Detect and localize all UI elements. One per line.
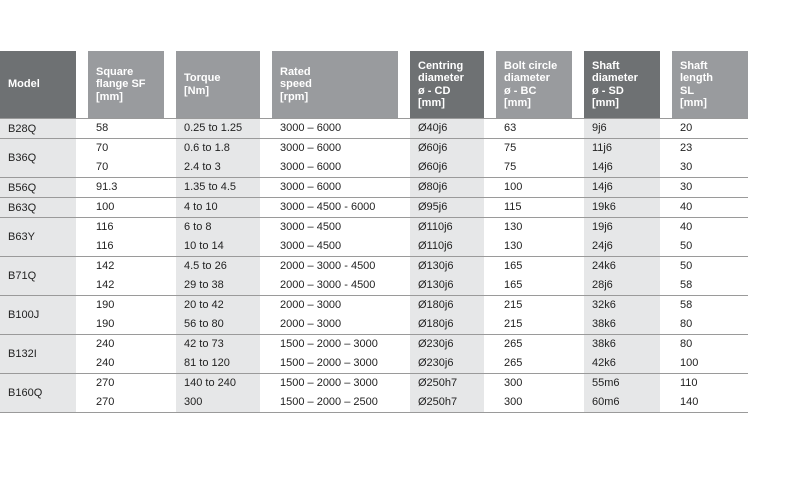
column-header-line: [mm]	[96, 90, 123, 103]
column-header-line: Torque	[184, 72, 221, 84]
model-cell: B63Y	[0, 218, 76, 256]
cell-speed: 2000 – 3000	[280, 299, 342, 311]
model-group	[0, 138, 748, 177]
cell-sd: 11j6	[584, 139, 660, 158]
cell-torque: 0.25 to 1.25	[176, 119, 260, 138]
cell-bc: 215	[504, 318, 523, 330]
cell-cd: Ø110j6	[410, 218, 484, 237]
cell-cd: Ø230j6	[410, 335, 484, 354]
column-header-line: diameter	[418, 72, 464, 84]
cell-sf: 70	[96, 142, 109, 154]
model-cell: B71Q	[0, 257, 76, 295]
table-row	[0, 139, 748, 158]
column-header-line: [mm]	[418, 97, 445, 109]
model-group	[0, 373, 748, 413]
cell-sl: 30	[680, 181, 693, 193]
column-header-line: Rated	[280, 65, 311, 78]
cell-speed: 2000 – 3000 - 4500	[280, 260, 376, 272]
model-group	[0, 217, 748, 256]
column-header-line: ø - CD	[418, 84, 451, 97]
cell-sl: 110	[680, 377, 698, 389]
cell-sl: 80	[680, 318, 693, 330]
cell-torque: 0.6 to 1.8	[176, 139, 260, 158]
cell-bc: 75	[504, 142, 517, 154]
cell-speed: 3000 – 4500	[280, 221, 342, 233]
model-group	[0, 118, 748, 138]
column-header-line: ø - SD	[592, 84, 624, 97]
cell-bc: 130	[504, 221, 523, 233]
table-row	[0, 257, 748, 276]
cell-sf: 270	[96, 396, 115, 408]
cell-torque: 81 to 120	[176, 354, 260, 373]
column-header-line: [rpm]	[280, 90, 309, 103]
column-header-line: flange SF	[96, 78, 146, 91]
model-cell: B160Q	[0, 374, 76, 412]
column-header-line: [mm]	[680, 97, 707, 109]
cell-sf: 190	[96, 299, 115, 311]
column-header-line: Square	[96, 65, 134, 78]
cell-sl: 50	[680, 260, 693, 272]
cell-sd: 9j6	[584, 119, 660, 138]
cell-sl: 58	[680, 279, 693, 291]
cell-sf: 116	[96, 240, 114, 252]
table-row	[0, 315, 748, 334]
cell-torque: 1.35 to 4.5	[176, 178, 260, 197]
cell-sd: 32k6	[584, 296, 660, 315]
model-group	[0, 197, 748, 217]
column-header-sf	[88, 51, 164, 118]
cell-bc: 63	[504, 122, 517, 134]
model-cell: B63Q	[0, 198, 76, 217]
cell-bc: 265	[504, 338, 523, 350]
column-header-line: [Nm]	[184, 84, 210, 97]
cell-bc: 75	[504, 161, 517, 173]
model-group	[0, 256, 748, 295]
column-header-line: speed	[280, 78, 312, 91]
cell-bc: 100	[504, 181, 523, 193]
table-row	[0, 393, 748, 412]
cell-speed: 3000 – 6000	[280, 181, 342, 193]
cell-sd: 19k6	[584, 198, 660, 217]
table-row	[0, 374, 748, 393]
column-header-cd	[410, 51, 484, 118]
cell-torque: 29 to 38	[176, 276, 260, 295]
cell-torque: 42 to 73	[176, 335, 260, 354]
cell-sf: 240	[96, 338, 115, 350]
cell-bc: 215	[504, 299, 523, 311]
cell-sd: 19j6	[584, 218, 660, 237]
cell-speed: 2000 – 3000	[280, 318, 342, 330]
cell-cd: Ø60j6	[410, 158, 484, 177]
cell-bc: 300	[504, 396, 523, 408]
model-group	[0, 334, 748, 373]
cell-sl: 40	[680, 221, 693, 233]
cell-sf: 142	[96, 260, 115, 272]
cell-speed: 1500 – 2000 – 2500	[280, 396, 378, 408]
cell-cd: Ø250h7	[410, 393, 484, 412]
cell-bc: 165	[504, 260, 523, 272]
cell-bc: 265	[504, 357, 523, 369]
cell-sf: 116	[96, 221, 114, 233]
model-cell: B100J	[0, 296, 76, 334]
cell-sf: 70	[96, 161, 109, 173]
column-header-line: diameter	[592, 72, 638, 84]
cell-bc: 115	[504, 201, 522, 213]
cell-sd: 24j6	[584, 237, 660, 256]
cell-sd: 14j6	[584, 158, 660, 177]
cell-sf: 100	[96, 201, 115, 213]
cell-sd: 14j6	[584, 178, 660, 197]
cell-bc: 130	[504, 240, 523, 252]
table-row	[0, 296, 748, 315]
cell-cd: Ø130j6	[410, 257, 484, 276]
cell-sf: 58	[96, 122, 109, 134]
table-row	[0, 335, 748, 354]
table-row	[0, 276, 748, 295]
cell-speed: 2000 – 3000 - 4500	[280, 279, 376, 291]
cell-sd: 38k6	[584, 315, 660, 334]
cell-speed: 3000 – 4500 - 6000	[280, 201, 376, 213]
model-cell: B56Q	[0, 178, 76, 197]
cell-sf: 190	[96, 318, 115, 330]
table-header-row	[0, 51, 748, 118]
column-header-line: [mm]	[592, 97, 619, 109]
cell-sd: 24k6	[584, 257, 660, 276]
column-header-line: SL	[680, 84, 695, 97]
cell-cd: Ø230j6	[410, 354, 484, 373]
model-group	[0, 177, 748, 197]
cell-sd: 42k6	[584, 354, 660, 373]
cell-bc: 165	[504, 279, 523, 291]
table-body	[0, 118, 748, 413]
model-group	[0, 295, 748, 334]
column-header-bc	[496, 51, 572, 118]
cell-torque: 6 to 8	[176, 218, 260, 237]
table-row	[0, 198, 748, 217]
cell-torque: 2.4 to 3	[176, 158, 260, 177]
cell-torque: 4.5 to 26	[176, 257, 260, 276]
cell-torque: 140 to 240	[176, 374, 260, 393]
cell-cd: Ø95j6	[410, 198, 484, 217]
cell-torque: 10 to 14	[176, 237, 260, 256]
cell-sl: 50	[680, 240, 693, 252]
cell-sd: 60m6	[584, 393, 660, 412]
cell-cd: Ø40j6	[410, 119, 484, 138]
cell-torque: 20 to 42	[176, 296, 260, 315]
column-header-line: ø - BC	[504, 84, 537, 97]
column-header-line: Shaft	[680, 59, 708, 72]
cell-sl: 80	[680, 338, 693, 350]
table-row	[0, 218, 748, 237]
cell-speed: 3000 – 6000	[280, 161, 342, 173]
column-header-line: diameter	[504, 72, 550, 84]
model-cell: B132I	[0, 335, 76, 373]
cell-sl: 23	[680, 142, 693, 154]
column-header-line: Shaft	[592, 59, 620, 72]
cell-speed: 1500 – 2000 – 3000	[280, 338, 378, 350]
cell-sl: 30	[680, 161, 693, 173]
column-header-line: length	[680, 72, 713, 84]
spec-table	[0, 51, 748, 413]
model-cell: B36Q	[0, 139, 76, 177]
cell-cd: Ø80j6	[410, 178, 484, 197]
cell-speed: 3000 – 4500	[280, 240, 342, 252]
table-row	[0, 178, 748, 197]
cell-cd: Ø60j6	[410, 139, 484, 158]
table-row	[0, 237, 748, 256]
cell-speed: 3000 – 6000	[280, 142, 342, 154]
cell-cd: Ø130j6	[410, 276, 484, 295]
cell-cd: Ø250h7	[410, 374, 484, 393]
cell-torque: 4 to 10	[176, 198, 260, 217]
column-header-line: Bolt circle	[504, 59, 558, 72]
cell-sf: 270	[96, 377, 115, 389]
cell-speed: 1500 – 2000 – 3000	[280, 377, 378, 389]
cell-sd: 28j6	[584, 276, 660, 295]
column-header-speed	[272, 51, 398, 118]
column-header-sl	[672, 51, 748, 118]
cell-sl: 140	[680, 396, 699, 408]
table-row	[0, 354, 748, 373]
cell-sl: 40	[680, 201, 693, 213]
cell-sf: 142	[96, 279, 115, 291]
column-header-line: Centring	[418, 59, 464, 72]
cell-cd: Ø110j6	[410, 237, 484, 256]
column-header-model	[0, 51, 76, 118]
column-header-line: Model	[8, 78, 40, 91]
cell-cd: Ø180j6	[410, 296, 484, 315]
cell-cd: Ø180j6	[410, 315, 484, 334]
cell-sf: 91.3	[96, 181, 118, 193]
cell-torque: 56 to 80	[176, 315, 260, 334]
cell-bc: 300	[504, 377, 523, 389]
cell-sd: 38k6	[584, 335, 660, 354]
cell-speed: 3000 – 6000	[280, 122, 342, 134]
cell-sl: 100	[680, 357, 699, 369]
cell-torque: 300	[176, 393, 260, 412]
cell-sl: 20	[680, 122, 693, 134]
cell-sd: 55m6	[584, 374, 660, 393]
column-header-torque	[176, 51, 260, 118]
cell-speed: 1500 – 2000 – 3000	[280, 357, 378, 369]
table-row	[0, 119, 748, 138]
column-header-sd	[584, 51, 660, 118]
cell-sl: 58	[680, 299, 693, 311]
cell-sf: 240	[96, 357, 115, 369]
column-header-line: [mm]	[504, 97, 531, 109]
model-cell: B28Q	[0, 119, 76, 138]
table-row	[0, 158, 748, 177]
